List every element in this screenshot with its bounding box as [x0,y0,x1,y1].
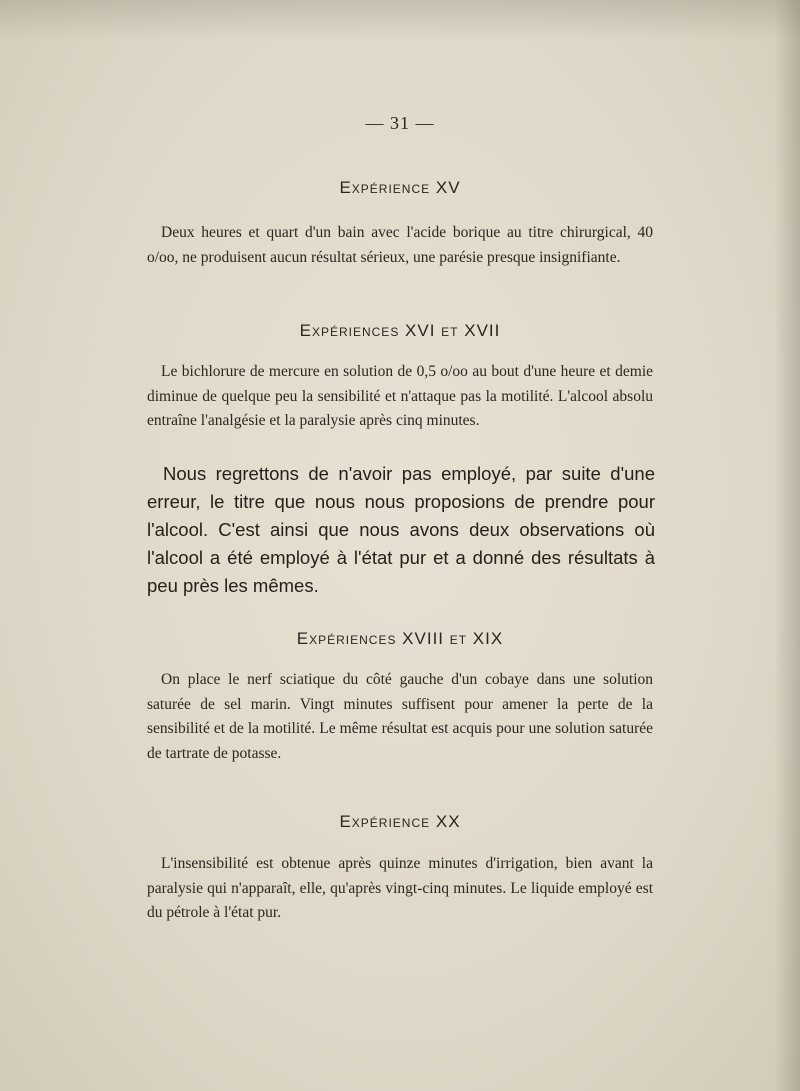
paragraph-text: Le bichlorure de mercure en solution de 0,5 o/oo au bout d'une heure et demie diminue de quelque peu la sensibilité et n'attaque pas la motilité. L'alcool absolu entraîne l'analgésie et la paralysie après cinq minutes. [147,363,653,429]
paragraph-text: Deux heures et quart d'un bain avec l'acide borique au titre chirurgical, 40 o/oo, ne produisent aucun résultat sérieux, une parésie presque insignifiante. [147,224,653,266]
paragraph-text: On place le nerf sciatique du côté gauche d'un cobaye dans une solution saturée de sel marin. Vingt minutes suffisent pour amener la perte de la sensibilité et de la motilité. Le même résultat est acquis pour une solution saturée de tartrate de potasse. [147,671,653,762]
page-shadow-top [0,0,800,40]
heading-experience-xv: Expérience XV [339,178,461,197]
heading-experience-xx: Expérience XX [339,812,461,831]
page-shadow-right [774,0,800,1091]
paragraph-experiences-xviii-xix [147,668,653,766]
page-number: — 31 — [365,113,435,133]
heading-experiences-xvi-xvii: Expériences XVI et XVII [299,321,501,340]
paragraph-experience-xv [147,221,653,270]
paragraph-experience-xx [147,852,653,926]
paragraph-text: L'insensibilité est obtenue après quinze minutes d'irrigation, bien avant la paralysie qui n'apparaît, elle, qu'après vingt-cinq minutes. Le liquide employé est du pétrole à l'état pur. [147,855,653,921]
note-paragraph [147,460,655,600]
heading-experiences-xviii-xix: Expériences XVIII et XIX [296,629,504,648]
paragraph-experiences-xvi-xvii [147,360,653,434]
note-text: Nous regrettons de n'avoir pas employé, par suite d'une erreur, le titre que nous nous proposions de prendre pour l'alcool. C'est ainsi que nous avons deux observations où l'alcool a été employé à l'état pur et a donné des résultats à peu près les mêmes. [147,463,655,596]
